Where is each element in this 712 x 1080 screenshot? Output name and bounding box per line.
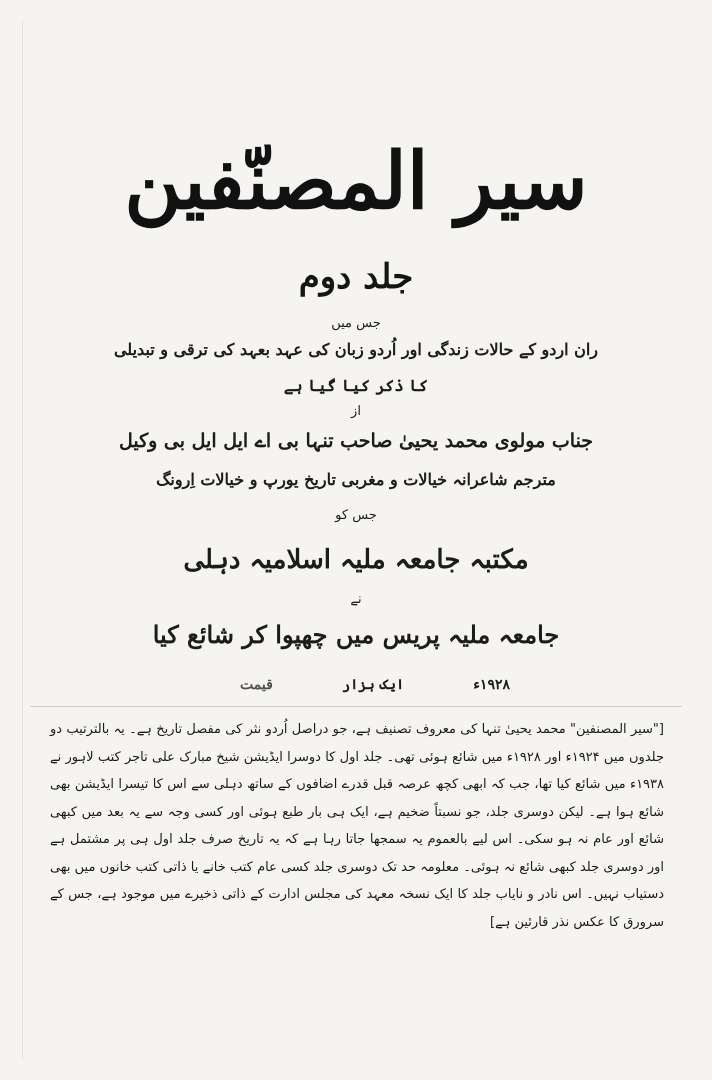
- print-run: ایک ہزار: [341, 677, 405, 693]
- price-label: قیمت: [240, 677, 273, 693]
- publisher-name: مکتبہ جامعہ ملیہ اسلامیہ دہلی: [183, 545, 529, 575]
- description-line-2: کا ذکر کیا گیا ہے: [283, 376, 429, 395]
- press-line: جامعہ ملیہ پریس میں چھپوا کر شائع کیا: [152, 620, 560, 649]
- ne: نے: [350, 592, 362, 607]
- jis-ko: جس کو: [335, 508, 377, 523]
- editorial-note: ["سیر المصنفین" محمد یحییٰ تنہا کی معروف تصنیف ہے، جو دراصل اُردو نثر کی مفصل تاریخ ہے۔ یہ بالترتیب دو جلدوں میں ۱۹۲۴ء اور ۱۹۲۸ء میں شائع ہوئی تھی۔ جلد اول کا دوسرا ایڈیشن شیخ مبارک علی تاجر کتب لاہور نے ۱۹۳۸ء میں شائع کیا تھا، جب کہ ابھی کچھ عرصہ قبل قدرے اضافوں کے ساتھ دہلی سے اس کا تیسرا ایڈیشن بھی شائع ہوا ہے۔ لیکن دوسری جلد، جو نسبتاً ضخیم ہے، ایک ہی بار طبع ہوئی اور کسی وجہ سے یہ بعد میں کبھی شائع اور عام نہ ہو سکی۔ اس لیے بالعموم یہ سمجھا جاتا رہا ہے کہ یہ تاریخ صرف جلد اول ہی پر مشتمل ہے اور دوسری جلد کبھی شائع نہ ہوئی۔ معلومہ حد تک دوسری جلد کسی عام کتب خانے یا ذاتی کتب خانوں میں بھی دستیاب نہیں۔ اس نادر و نایاب جلد کا ایک نسخہ معہد کی مجلس ادارت کے ذاتی ذخیرے میں موجود ہے، جس کے سرورق کا عکس نذر قارئین ہے]: [50, 722, 664, 930]
- translator-line: مترجم شاعرانہ خیالات و مغربی تاریخ یورپ و خیالات اِرونگ: [156, 470, 556, 489]
- book-title: سیر المصنّفین: [124, 136, 588, 227]
- jis-mein: جس میں: [331, 316, 381, 331]
- author-line: جناب مولوی محمد یحییٰ صاحب تنہا بی اے ایل ایل بی وکیل: [118, 430, 594, 452]
- divider: [30, 706, 682, 707]
- imprint-row: [240, 672, 510, 698]
- publication-year: ۱۹۲۸ء: [473, 677, 510, 693]
- volume-label: جلد دوم: [298, 257, 414, 297]
- az: از: [351, 404, 361, 419]
- description-line-1: ران اردو کے حالات زندگی اور اُردو زبان کی عہد بعہد کی ترقی و تبدیلی: [113, 340, 599, 359]
